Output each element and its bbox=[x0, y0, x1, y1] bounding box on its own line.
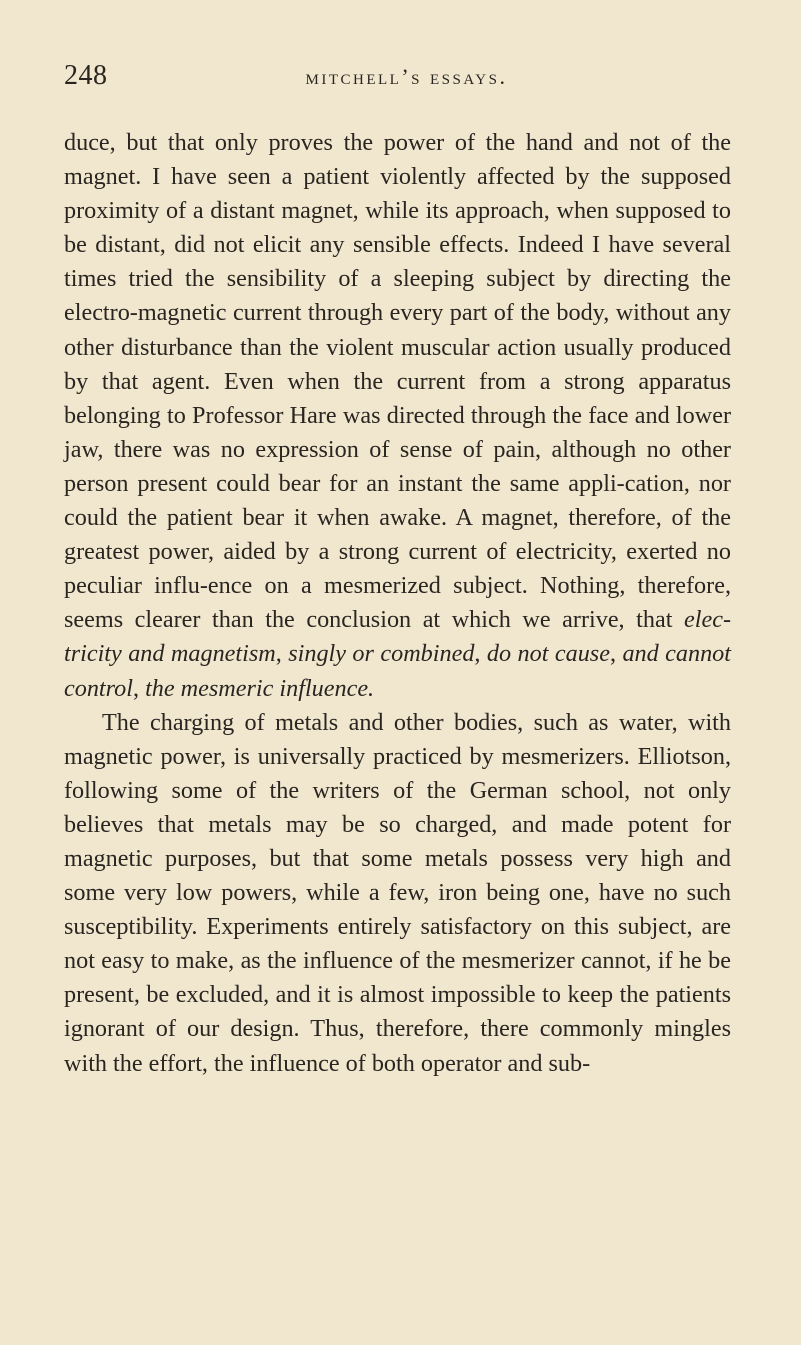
body-text bbox=[64, 126, 731, 1081]
paragraph bbox=[64, 706, 731, 1081]
text-run: , bbox=[609, 640, 623, 668]
text-run: , bbox=[132, 674, 146, 702]
italic-text-run: do not cause bbox=[486, 640, 610, 668]
text-run: , bbox=[275, 640, 289, 668]
text-run: duce, but that only proves the power of the hand and not of the magnet. I have seen a patient violently affected by the supposed proximity of a distant magnet, while its approach, when supposed to be distant, did not elicit any sensible effects. Indeed I have several times tried the sensibility of a sleeping subject by directing the electro-magnetic current through every part of the body, without any other disturbance than the violent muscular action usually produced by that agent. Even when the current from a strong apparatus belonging to Professor Hare was directed through the face and lower jaw, there was no expression of sense of pain, although no other person present could bear for an instant the same appli-cation, nor could the patient bear it when awake. A magnet, therefore, of the greatest power, aided by a strong current of electricity, exerted no peculiar influ-ence on a mesmerized subject. Nothing, therefore, seems clearer than the conclusion at which we arrive, that bbox=[64, 129, 731, 634]
page-number: 248 bbox=[64, 60, 108, 91]
italic-text-run: elec-tricity and magnetism bbox=[64, 606, 731, 668]
italic-text-run: and cannot control bbox=[64, 640, 731, 702]
italic-text-run: singly or combined bbox=[288, 640, 475, 668]
running-head-title: mitchell’s essays. bbox=[305, 64, 508, 89]
italic-text-run: the mesmeric influence. bbox=[145, 674, 375, 702]
text-run: , bbox=[474, 640, 487, 668]
text-run: The charging of metals and other bodies, such as water, with magnetic power, is universally practiced by mesmerizers. Elliotson, following some of the writers of the German school, not only believes that metals may be so charged, and made potent for magnetic purposes, but that some metals possess very high and some very low powers, while a few, iron being one, have no such susceptibility. Experiments entirely satisfactory on this subject, are not easy to make, as the influence of the mesmerizer cannot, if he be present, be excluded, and it is almost impossible to keep the patients ignorant of our design. Thus, therefore, there commonly mingles with the effort, the influence of both operator and sub- bbox=[64, 708, 731, 1077]
paragraph bbox=[64, 126, 731, 706]
running-head bbox=[64, 60, 731, 100]
